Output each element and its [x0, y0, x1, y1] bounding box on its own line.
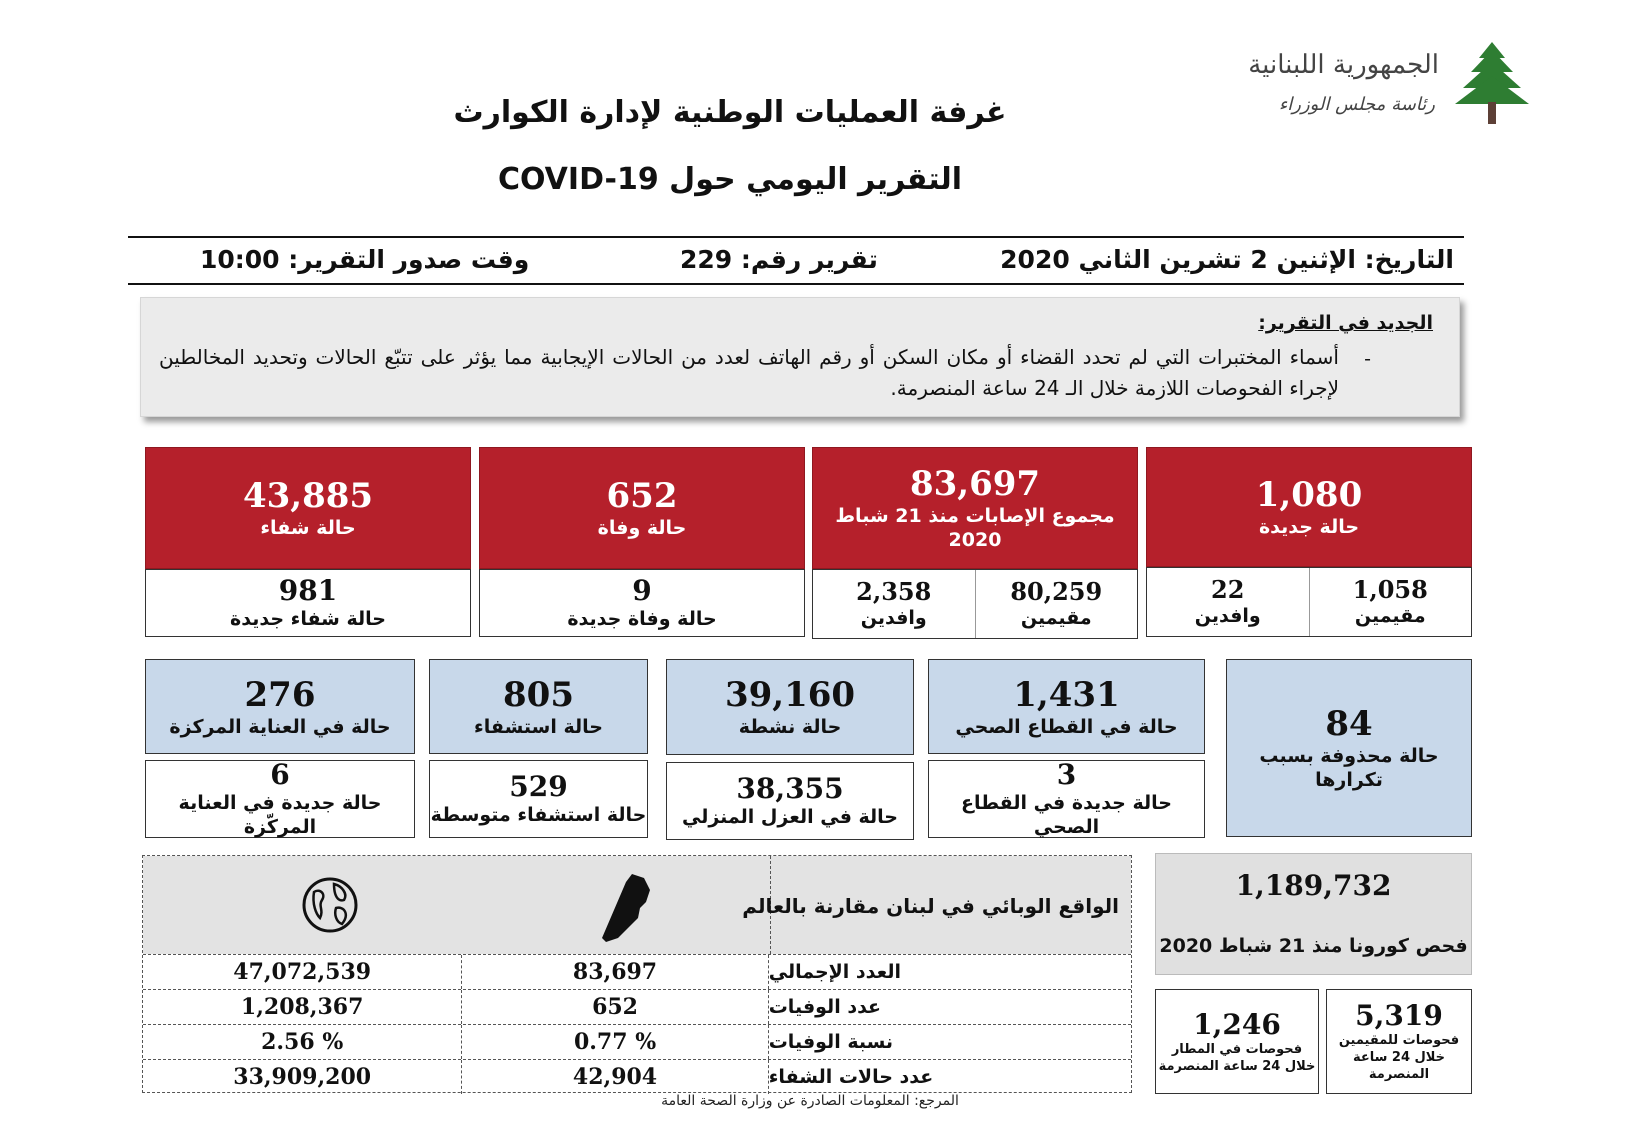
comparison-header: [143, 856, 1131, 954]
page-title: غرفة العمليات الوطنية لإدارة الكوارث: [453, 95, 1007, 130]
hospital-box: [429, 659, 648, 754]
total-cases-arrivals-label: وافدين: [860, 607, 927, 629]
world-deaths: 1,208,367: [143, 990, 462, 1024]
row-label-death-rate: نسبة الوفيات: [768, 1031, 894, 1053]
icu-new-value: 6: [270, 758, 290, 791]
total-cases-breakdown: [812, 569, 1138, 639]
lebanon-map-icon: [598, 872, 658, 944]
comparison-row: [143, 1059, 1131, 1094]
health-sector-box: [928, 659, 1205, 754]
row-label-total: العدد الإجمالي: [768, 961, 902, 983]
comparison-row: [143, 954, 1131, 989]
icu-box: [145, 659, 415, 754]
hospital-value: 805: [503, 674, 574, 715]
airport-tests-value: 1,246: [1193, 1007, 1281, 1041]
new-deaths-box: [479, 569, 805, 637]
hospital-mid-box: [429, 760, 648, 838]
report-issue-time: وقت صدور التقرير: 10:00: [200, 245, 530, 274]
new-cases-arrivals-value: 22: [1211, 575, 1245, 604]
row-label-deaths: عدد الوفيات: [768, 996, 882, 1018]
resident-tests-box: [1326, 989, 1472, 1094]
icu-new-label: حالة جديدة في العناية المركّزة: [178, 792, 382, 838]
report-date: التاريخ: الإثنين 2 تشرين الثاني 2020: [1000, 245, 1454, 274]
divider-bottom: [128, 283, 1464, 285]
logo-republic-text: الجمهورية اللبنانية: [1248, 50, 1439, 80]
news-title: الجديد في التقرير:: [1258, 312, 1433, 334]
world-recoveries: 33,909,200: [143, 1060, 462, 1094]
report-number: تقرير رقم: 229: [680, 245, 878, 274]
health-sector-value: 1,431: [1013, 674, 1120, 715]
lebanon-recoveries: 42,904: [462, 1060, 768, 1094]
health-sector-new-box: [928, 760, 1205, 838]
total-cases-arrivals-value: 2,358: [856, 577, 932, 606]
cedar-tree-icon: [1449, 40, 1535, 132]
home-isolation-box: [666, 762, 914, 840]
source-note: المرجع: المعلومات الصادرة عن وزارة الصحة العامة: [661, 1093, 959, 1109]
health-sector-new-value: 3: [1056, 758, 1077, 791]
new-cases-box: [1146, 447, 1472, 567]
health-sector-label: حالة في القطاع الصحي: [955, 715, 1178, 738]
total-tests-label: فحص كورونا منذ 21 شباط 2020: [1159, 935, 1468, 957]
deaths-value: 652: [606, 476, 678, 516]
world-total: 47,072,539: [143, 955, 462, 989]
resident-tests-value: 5,319: [1355, 999, 1443, 1032]
active-cases-box: [666, 659, 914, 755]
comparison-title: الواقع الوبائي في لبنان مقارنة بالعالم: [742, 894, 1119, 918]
new-cases-breakdown: [1146, 567, 1472, 637]
airport-tests-label: فحوصات في المطار خلال 24 ساعة المنصرمة: [1158, 1041, 1316, 1074]
recoveries-value: 43,885: [242, 476, 374, 516]
new-cases-residents: [1310, 568, 1472, 636]
page-subtitle: التقرير اليومي حول COVID-19: [497, 162, 963, 197]
new-cases-label: حالة جديدة: [1258, 516, 1360, 538]
airport-tests-box: [1155, 989, 1319, 1094]
icu-value: 276: [244, 674, 316, 715]
total-cases-box: [812, 447, 1138, 569]
deleted-cases-box: [1226, 659, 1472, 837]
new-cases-residents-value: 1,058: [1352, 575, 1428, 604]
hospital-label: حالة استشفاء: [474, 715, 603, 738]
new-cases-arrivals: [1147, 568, 1310, 636]
hospital-mid-value: 529: [509, 770, 568, 803]
globe-icon: [300, 874, 360, 936]
icu-label: حالة في العناية المركزة: [169, 715, 391, 738]
total-tests-value: 1,189,732: [1235, 869, 1392, 902]
world-death-rate: 2.56 %: [143, 1025, 462, 1059]
recoveries-label: حالة شفاء: [260, 517, 356, 539]
total-cases-residents-value: 80,259: [1010, 577, 1103, 606]
deleted-cases-value: 84: [1325, 704, 1373, 744]
total-cases-value: 83,697: [909, 464, 1041, 504]
resident-tests-label: فحوصات للمقيمين خلال 24 ساعة المنصرمة: [1338, 1033, 1460, 1082]
total-cases-residents: [976, 570, 1138, 638]
logo-presidency-text: رئاسة مجلس الوزراء: [1278, 94, 1435, 115]
new-recoveries-value: 981: [278, 574, 338, 607]
icu-new-box: [145, 760, 415, 838]
total-cases-label: مجموع الإصابات منذ 21 شباط 2020: [835, 505, 1115, 551]
hospital-mid-label: حالة استشفاء متوسطة: [430, 804, 647, 826]
comparison-table: [142, 855, 1132, 1093]
comparison-row: [143, 1024, 1131, 1059]
active-cases-label: حالة نشطة: [738, 716, 842, 738]
recoveries-box: [145, 447, 471, 569]
total-cases-residents-label: مقيمين: [1020, 607, 1092, 629]
news-text: أسماء المختبرات التي لم تحدد القضاء أو مكان السكن أو رقم الهاتف لعدد من الحالات الإيجابية مما يؤثر على تتبّع الحالات وتحديد المخالطين لإجراء الفحوصات اللازمة خلال الـ 24 ساعة المنصرمة.: [159, 345, 1339, 400]
lebanon-total: 83,697: [462, 955, 768, 989]
lebanon-deaths: 652: [462, 990, 768, 1024]
home-isolation-value: 38,355: [736, 772, 844, 805]
new-cases-arrivals-label: وافدين: [1194, 605, 1261, 627]
active-cases-value: 39,160: [724, 675, 856, 715]
health-sector-new-label: حالة جديدة في القطاع الصحي: [961, 792, 1172, 838]
total-cases-arrivals: [813, 570, 976, 638]
news-box: [140, 297, 1460, 417]
news-bullet: -: [1364, 348, 1371, 370]
comparison-row: [143, 989, 1131, 1024]
row-label-recoveries: عدد حالات الشفاء: [768, 1066, 934, 1088]
total-tests-box: [1155, 853, 1472, 975]
lebanon-death-rate: 0.77 %: [462, 1025, 768, 1059]
government-logo: [1235, 40, 1535, 135]
new-cases-residents-label: مقيمين: [1354, 605, 1426, 627]
deaths-box: [479, 447, 805, 569]
divider-top: [128, 236, 1464, 238]
new-recoveries-box: [145, 569, 471, 637]
deaths-label: حالة وفاة: [597, 517, 687, 539]
new-recoveries-label: حالة شفاء جديدة: [230, 608, 386, 630]
deleted-cases-label: حالة محذوفة بسبب تكرارها: [1259, 745, 1439, 791]
new-deaths-value: 9: [632, 574, 652, 607]
home-isolation-label: حالة في العزل المنزلي: [682, 806, 898, 828]
new-deaths-label: حالة وفاة جديدة: [567, 608, 717, 630]
new-cases-value: 1,080: [1255, 475, 1363, 515]
